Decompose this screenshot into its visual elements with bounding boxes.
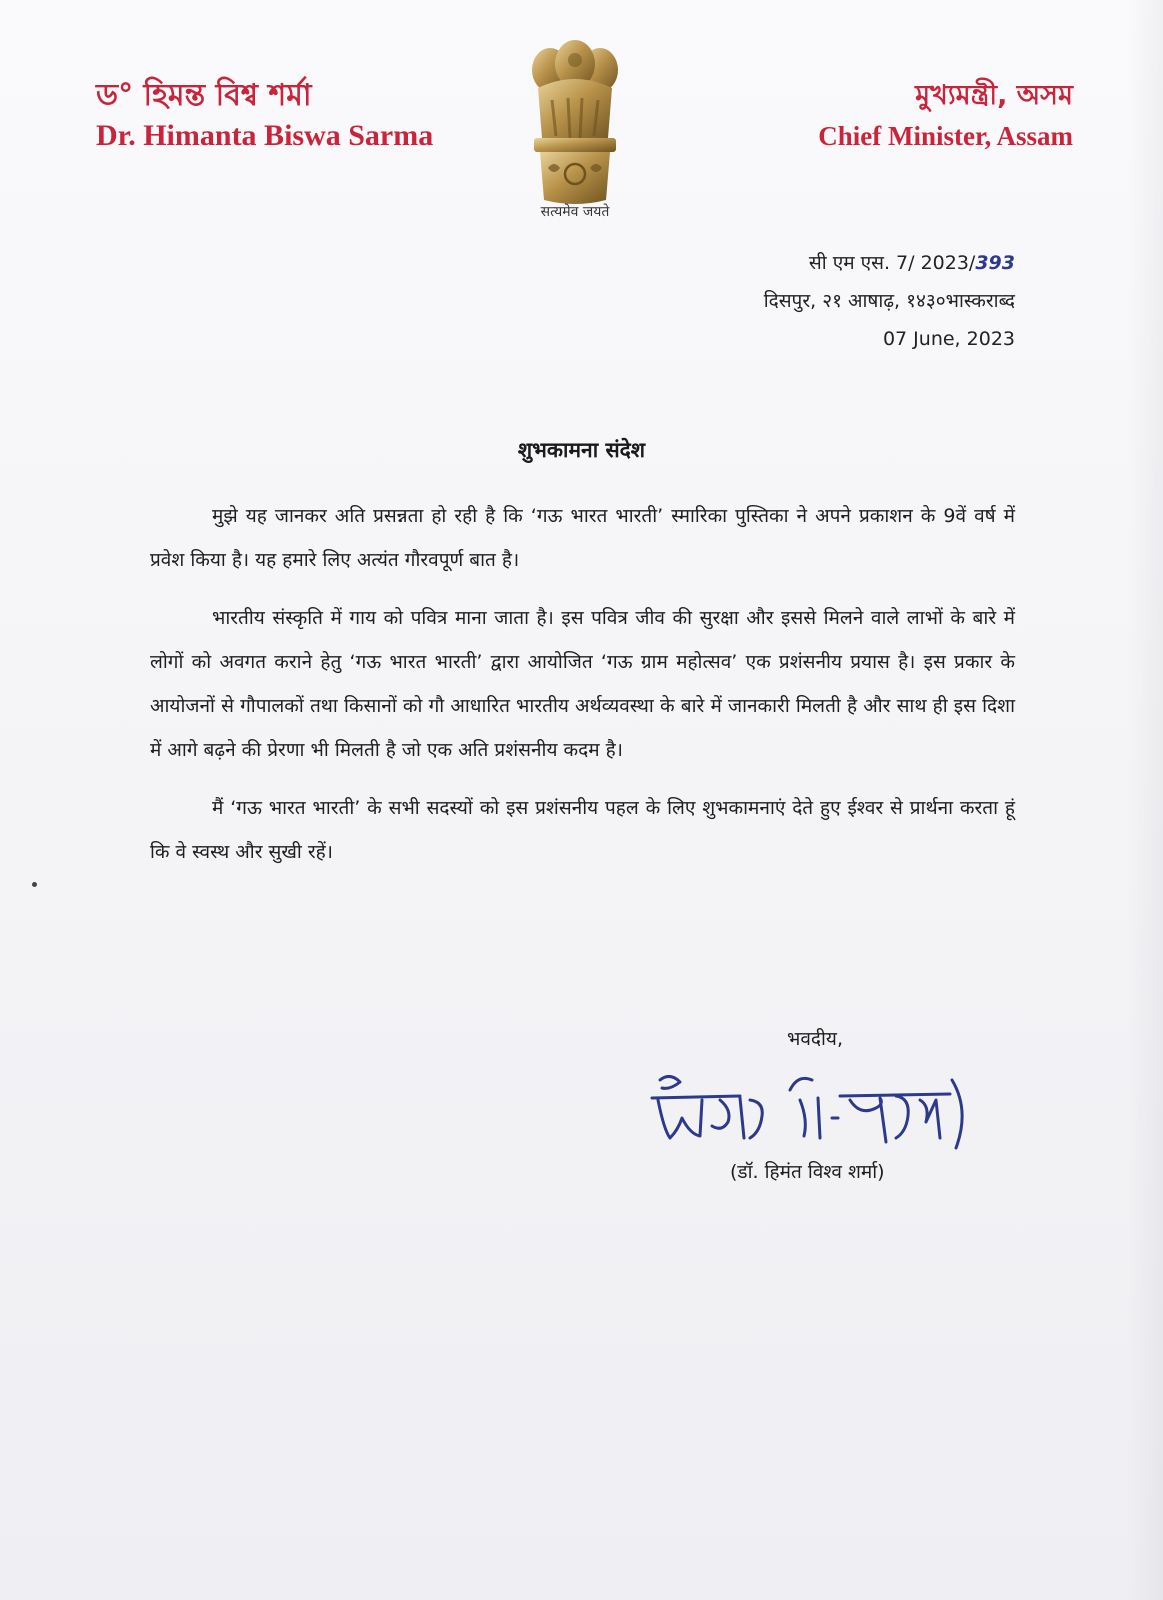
handwritten-signature — [640, 1060, 1000, 1160]
letterhead-title-english: Chief Minister, Assam — [818, 121, 1073, 151]
letter-meta — [764, 244, 1015, 358]
letter-body — [150, 494, 1015, 888]
body-paragraph-3: मैं ‘गऊ भारत भारती’ के सभी सदस्यों को इस प्रशंसनीय पहल के लिए शुभकामनाएं देते हुए ईश्वर से प्रार्थना करता हूं कि वे स्वस्थ और सुखी रहें। — [150, 797, 1015, 863]
date-native: दिसपुर, २१ आषाढ़, १४३०भास्कराब्द — [763, 290, 1015, 312]
date-english: 07 June, 2023 — [882, 328, 1015, 350]
state-emblem-icon — [520, 40, 630, 210]
letterhead-title-block — [818, 76, 1073, 154]
letterhead-name-block — [96, 76, 433, 154]
letter-title: शुभकामना संदेश — [517, 438, 646, 462]
paper-speck — [32, 882, 37, 887]
signer-name: (डॉ. हिमंत विश्व शर्मा) — [730, 1161, 885, 1183]
body-paragraph-2: भारतीय संस्कृति में गाय को पवित्र माना जाता है। इस पवित्र जीव की सुरक्षा और इससे मिलने वाले लाभों के बारे में लोगों को अवगत कराने हेतु ‘गऊ भारत भारती’ द्वारा आयोजित ‘गऊ ग्राम महोत्सव’ एक प्रशंसनीय प्रयास है। इस प्रकार के आयोजनों से गौपालकों तथा किसानों को गौ आधारित भारतीय अर्थव्यवस्था के बारे में जानकारी मिलती है और साथ ही इस दिशा में आगे बढ़ने की प्रेरणा भी मिलती है जो एक अति प्रशंसनीय कदम है। — [150, 607, 1015, 761]
letterhead-name-native: ড° হিমন্ত বিশ্ব শৰ্মা — [96, 78, 312, 113]
reference-printed: सी एम एस. 7/ 2023/ — [808, 252, 976, 274]
reference-handwritten: 393 — [975, 252, 1015, 274]
letterhead-title-native: মুখ্যমন্ত্ৰী, অসম — [915, 80, 1073, 111]
body-paragraph-1: मुझे यह जानकर अति प्रसन्नता हो रही है कि ‘गऊ भारत भारती’ स्मारिका पुस्तिका ने अपने प्रकाशन के 9वें वर्ष में प्रवेश किया है। यह हमारे लिए अत्यंत गौरवपूर्ण बात है। — [150, 505, 1015, 571]
reference-number — [764, 244, 1015, 282]
emblem-motto: सत्यमेव जयते — [540, 204, 610, 220]
closing-salutation: भवदीय, — [787, 1028, 843, 1050]
page-edge-shadow — [1127, 0, 1163, 1600]
letterhead-name-english: Dr. Himanta Biswa Sarma — [96, 119, 434, 152]
